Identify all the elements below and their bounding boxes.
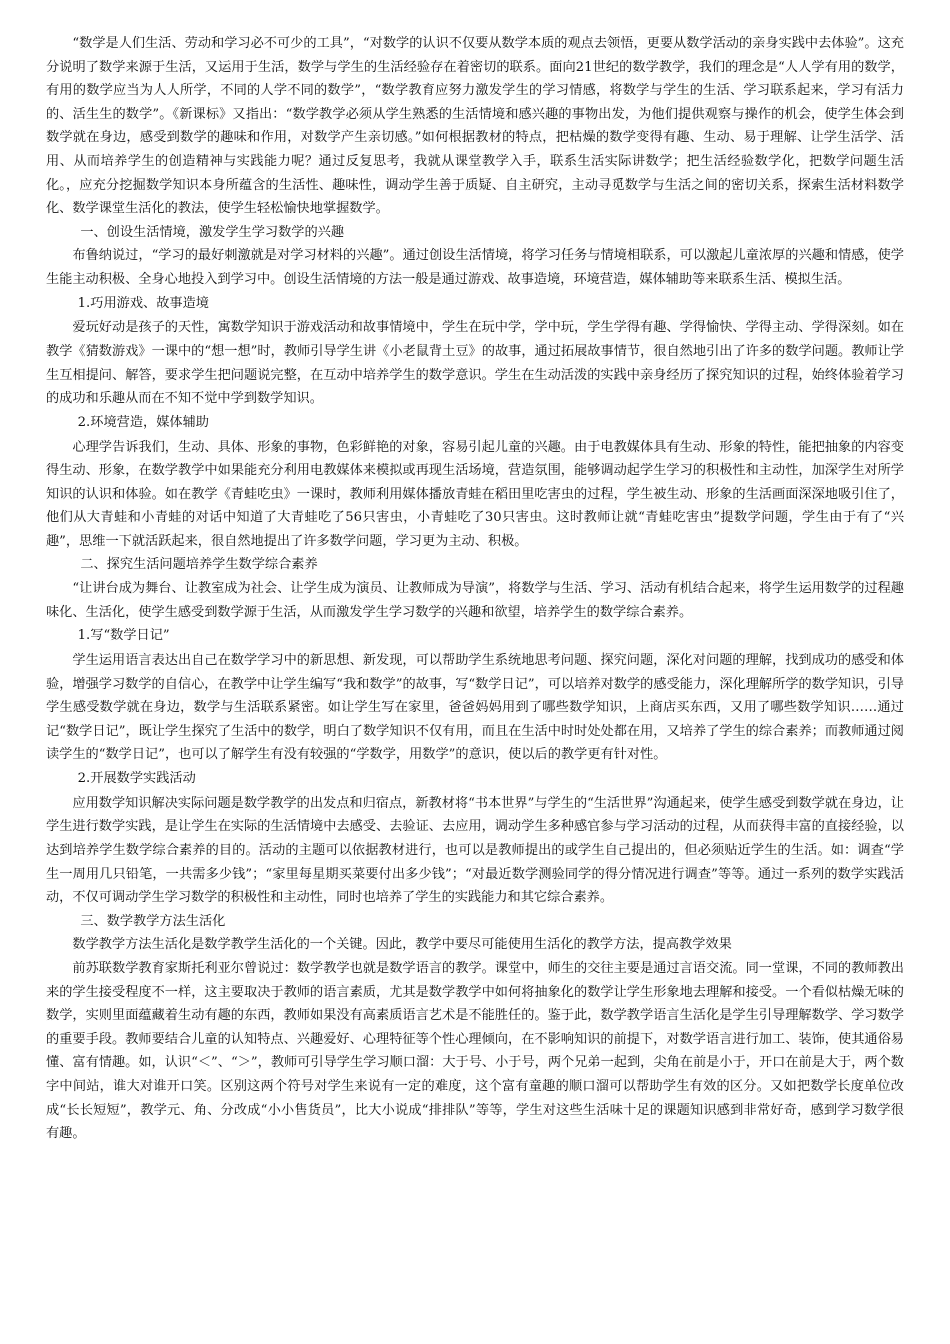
section-1-heading: 一、创设生活情境，激发学生学习数学的兴趣 <box>80 224 345 240</box>
section-2-sub-2-body: 应用数学知识解决实际问题是数学教学的出发点和归宿点，新教材将“书本世界”与学生的“生活世界”沟通起来，使学生感受到数学就在身边，让学生进行数学实践，是让学生在实际的生活情境中去感受、去验证、去应用，调动学生多种感官参与学习活动的过程，从而获得丰富的直接经验，以达到培养学生数学综合素养的目的。活动的主题可以依据教材进行，也可以是教师提出的或学生自己提出的，但必须贴近学生的生活。如：调查“学生一周用几只铅笔，一共需多少钱”；“家里每星期买菜要付出多少钱”；“对最近数学测验同学的得分情况进行调查”等等。通过一系列的数学实践活动，不仅可调动学生学习数学的积极性和主动性，同时也培养了学生的实践能力和其它综合素养。 <box>46 795 904 906</box>
section-1-intro: 布鲁纳说过，“学习的最好刺激就是对学习材料的兴趣”。通过创设生活情境，将学习任务与情境相联系，可以激起儿童浓厚的兴趣和情感，使学生能主动积极、全身心地投入到学习中。创设生活情境的方法一般是通过游戏、故事造境，环境营造，媒体辅助等来联系生活、模拟生活。 <box>46 248 904 287</box>
section-2-heading: 二、探究生活问题培养学生数学综合素养 <box>80 557 318 573</box>
section-1-subheading-1: 1.巧用游戏、故事造境 <box>77 295 209 311</box>
section-2-intro: “让讲台成为舞台、让教室成为社会、让学生成为演员、让教师成为导演”，将数学与生活、学习、活动有机结合起来，将学生运用数学的过程趣味化、生活化，使学生感受到数学源于生活，从而激发学生学习数学的兴趣和欲望，培养学生的数学综合素养。 <box>46 581 904 620</box>
section-1-subheading-2: 2.环境营造，媒体辅助 <box>77 414 209 430</box>
section-3-intro: 数学教学方法生活化是数学教学生活化的一个关键。因此，教学中要尽可能使用生活化的教学方法，提高教学效果 <box>72 937 732 953</box>
intro-paragraph: “数学是人们生活、劳动和学习必不可少的工具”，“对数学的认识不仅要从数学本质的观点去领悟，更要从数学活动的亲身实践中去体验”。这充分说明了数学来源于生活，又运用于生活，数学与学生的生活经验存在着密切的联系。面向21世纪的数学教学，我们的理念是“人人学有用的数学，有用的数学应当为人人所学，不同的人学不同的数学”，“数学教育应努力激发学生的学习情感，将数学与学生的生活、学习联系起来，学习有活力的、活生生的数学”。《新课标》又指出：“数学教学必须从学生熟悉的生活情境和感兴趣的事物出发，为他们提供观察与操作的机会，使学生体会到数学就在身边，感受到数学的趣味和作用，对数学产生亲切感。”如何根据教材的特点，把枯燥的数学变得有趣、生动、易于理解、让学生活学、活用、从而培养学生的创造精神与实践能力呢？通过反复思考，我就从课堂教学入手，联系生活实际讲数学；把生活经验数学化，把数学问题生活化。，应充分挖掘数学知识本身所蕴含的生活性、趣味性，调动学生善于质疑、自主研究，主动寻觅数学与生活之间的密切关系，探索生活材料数学化、数学课堂生活化的教法，使学生轻松愉快地掌握数学。 <box>46 36 904 217</box>
section-1-sub-2-body: 心理学告诉我们，生动、具体、形象的事物，色彩鲜艳的对象，容易引起儿童的兴趣。由于电教媒体具有生动、形象的特性，能把抽象的内容变得生动、形象，在数学教学中如果能充分利用电教媒体来模拟或再现生活场境，营造氛围，能够调动起学生学习的积极性和主动性，加深学生对所学知识的认识和体验。如在教学《青蛙吃虫》一课时，教师利用媒体播放青蛙在稻田里吃害虫的过程，学生被生动、形象的生活画面深深地吸引住了，他们从大青蛙和小青蛙的对话中知道了大青蛙吃了56只害虫，小青蛙吃了30只害虫。这时教师让就“青蛙吃害虫”提数学问题，学生由于有了“兴趣”，思维一下就活跃起来，很自然地提出了许多数学问题，学习更为主动、积极。 <box>46 439 905 549</box>
section-2-subheading-2: 2.开展数学实践活动 <box>77 771 196 787</box>
section-3-body: 前苏联数学教育家斯托利亚尔曾说过：数学教学也就是数学语言的教学。课堂中，师生的交往主要是通过言语交流。同一堂课，不同的教师教出来的学生接受程度不一样，这主要取决于教师的语言素质，尤其是数学教学中如何将抽象化的数学让学生形象地去理解和接受。一个看似枯燥无味的数学，实则里面蕴藏着生动有趣的东西，教师如果没有高素质语言艺术是不能胜任的。鉴于此，数学教学语言生活化是学生引导理解数学、学习数学的重要手段。教师要结合儿童的认知特点、兴趣爱好、心理特征等个性心理倾向，在不影响知识的前提下，对数学语言进行加工、装饰，使其通俗易懂、富有情趣。如，认识“＜”、“＞”，教师可引导学生学习顺口溜：大于号、小于号，两个兄弟一起到，尖角在前是小于，开口在前是大于，两个数字中间站，谁大对谁开口笑。区别这两个符号对学生来说有一定的难度，这个富有童趣的顺口溜可以帮助学生有效的区分。又如把数学长度单位改成“长长短短”，教学元、角、分改成“小小售货员”，比大小说成“排排队”等等，学生对这些生活味十足的课题知识感到非常好奇，感到学习数学很有趣。 <box>46 960 904 1142</box>
section-1-sub-1-body: 爱玩好动是孩子的天性，寓数学知识于游戏活动和故事情境中，学生在玩中学，学中玩，学生学得有趣、学得愉快、学得主动、学得深刻。如在教学《猜数游戏》一课中的“想一想”时，教师引导学生讲《小老鼠背土豆》的故事，通过拓展故事情节，很自然地引出了许多的数学问题。教师让学生互相提问、解答，要求学生把问题说完整，在互动中培养学生的数学意识。学生在生动活泼的实践中亲身经历了探究知识的过程，始终体验着学习的成功和乐趣从而在不知不觉中学到数学知识。 <box>46 320 904 407</box>
section-3-heading: 三、数学教学方法生活化 <box>80 913 226 929</box>
section-2-subheading-1: 1.写“数学日记” <box>77 628 170 644</box>
section-2-sub-1-body: 学生运用语言表达出自己在数学学习中的新思想、新发现，可以帮助学生系统地思考问题、探究问题，深化对问题的理解，找到成功的感受和体验，增强学习数学的自信心，在教学中让学生编写“我和数学”的故事，写“数学日记”，可以培养对数学的感受能力，深化理解所学的数学知识，引导学生感受数学就在身边，数学与生活联系紧密。如让学生写在家里，爸爸妈妈用到了哪些数学知识，上商店买东西，又用了哪些数学知识……通过记“数学日记”，既让学生探究了生活中的数学，明白了数学知识不仅有用，而且在生活中时时处处都在用，又培养了学生的综合素养；而教师通过阅读学生的“数学日记”，也可以了解学生有没有较强的“学数学，用数学”的意识，使以后的教学更有针对性。 <box>46 653 904 763</box>
